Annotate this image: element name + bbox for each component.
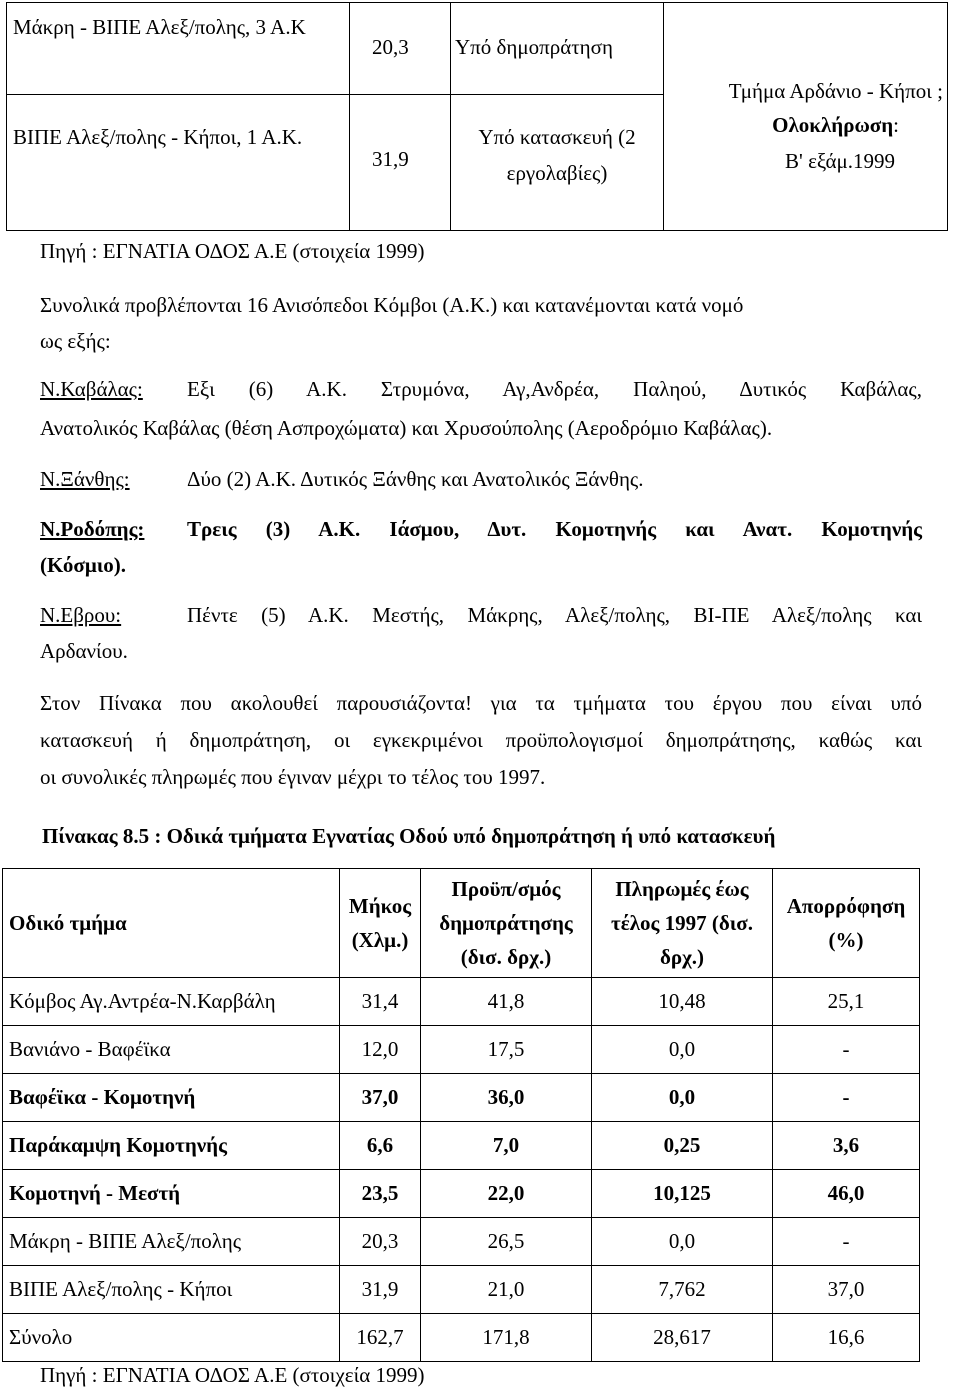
cell-payments: 0,0 [592, 1218, 773, 1266]
xanthi-text: Δύο (2) Α.Κ. Δυτικός Ξάνθης και Ανατολικός Ξάνθης. [187, 467, 644, 491]
cell-absorption: - [773, 1074, 920, 1122]
top-row2-note-line3: Β' εξάμ.1999 [785, 148, 895, 173]
data-table [2, 868, 920, 1362]
intro-line-2: ως εξής: [40, 329, 111, 353]
cell-payments: 28,617 [592, 1314, 773, 1362]
header-absorption: Απορρόφηση (%) [773, 869, 920, 978]
header-length: Μήκος (Χλμ.) [340, 869, 421, 978]
cell-budget: 26,5 [421, 1218, 592, 1266]
rodopi-text-1: Τρεις (3) Α.Κ. Ιάσμου, Δυτ. Κομοτηνής και Ανατ. Κομοτηνής [187, 517, 922, 541]
cell-payments: 0,25 [592, 1122, 773, 1170]
top-row2-status: Υπό κατασκευή (2 εργολαβίες) [478, 125, 636, 185]
table-header-row [3, 869, 920, 978]
paragraph-line-1: Στον Πίνακα που ακολουθεί παρουσιάζοντα! για τα τμήματα του έργου που είναι υπό [40, 691, 922, 715]
header-segment: Οδικό τμήμα [3, 869, 340, 978]
table-row [3, 978, 920, 1026]
cell-payments: 10,48 [592, 978, 773, 1026]
cell-segment: Βαφέϊκα - Κομοτηνή [3, 1074, 340, 1122]
top-row2-length: 31,9 [372, 147, 409, 171]
header-budget: Προϋπ/σμός δημοπράτησης (δισ. δρχ.) [421, 869, 592, 978]
cell-payments: 0,0 [592, 1026, 773, 1074]
cell-absorption: 37,0 [773, 1266, 920, 1314]
cell-absorption: 3,6 [773, 1122, 920, 1170]
cell-segment: Κομοτηνή - Μεστή [3, 1170, 340, 1218]
table-row [3, 1170, 920, 1218]
top-row2-note-line2: Ολοκλήρωση: [772, 112, 899, 137]
cell-budget: 41,8 [421, 978, 592, 1026]
table-row [3, 1074, 920, 1122]
cell-length: 23,5 [340, 1170, 421, 1218]
table-row [3, 1026, 920, 1074]
table-row [3, 1218, 920, 1266]
xanthi-label: Ν.Ξάνθης: [40, 467, 130, 491]
top-row1-segment: Μάκρη - ΒΙΠΕ Αλεξ/πολης, 3 Α.Κ [13, 15, 306, 39]
cell-payments: 0,0 [592, 1074, 773, 1122]
cell-length: 37,0 [340, 1074, 421, 1122]
table-title: Πίνακας 8.5 : Οδικά τμήματα Εγνατίας Οδού υπό δημοπράτηση ή υπό κατασκευή [42, 824, 776, 848]
table-row [3, 1266, 920, 1314]
cell-length: 6,6 [340, 1122, 421, 1170]
cell-segment: Κόμβος Αγ.Αντρέα-Ν.Καρβάλη [3, 978, 340, 1026]
source-note: Πηγή : ΕΓΝΑΤΙΑ ΟΔΟΣ Α.Ε (στοιχεία 1999) [40, 239, 425, 263]
evros-label: Ν.Εβρου: [40, 603, 122, 627]
cell-segment: Μάκρη - ΒΙΠΕ Αλεξ/πολης [3, 1218, 340, 1266]
top-row1-status: Υπό δημοπράτηση [455, 35, 613, 59]
cell-segment: Παράκαμψη Κομοτηνής [3, 1122, 340, 1170]
cell-budget: 22,0 [421, 1170, 592, 1218]
cell-payments: 10,125 [592, 1170, 773, 1218]
table-total-row [3, 1314, 920, 1362]
paragraph-line-2: κατασκευή ή δημοπράτηση, οι εγκεκριμένοι προϋπολογισμοί δημοπράτησης, καθώς και [40, 728, 922, 752]
cell-length: 12,0 [340, 1026, 421, 1074]
top-row2-note-line1: Τμήμα Αρδάνιο - Κήποι ; [728, 78, 943, 103]
cell-absorption: 46,0 [773, 1170, 920, 1218]
table-row [3, 1122, 920, 1170]
cell-absorption: 25,1 [773, 978, 920, 1026]
cell-length: 31,9 [340, 1266, 421, 1314]
kavala-text-2: Ανατολικός Καβάλας (θέση Ασπροχώματα) και Χρυσούπολης (Αεροδρόμιο Καβάλας). [40, 416, 773, 440]
cell-segment: Σύνολο [3, 1314, 340, 1362]
header-payments: Πληρωμές έως τέλος 1997 (δισ. δρχ.) [592, 869, 773, 978]
cell-segment: ΒΙΠΕ Αλεξ/πολης - Κήποι [3, 1266, 340, 1314]
cell-budget: 36,0 [421, 1074, 592, 1122]
cell-absorption: 16,6 [773, 1314, 920, 1362]
evros-text-1: Πέντε (5) Α.Κ. Μεστής, Μάκρης, Αλεξ/πολης, ΒΙ-ΠΕ Αλεξ/πολης και [187, 603, 922, 627]
rodopi-label: Ν.Ροδόπης: [40, 517, 145, 541]
cell-absorption: - [773, 1026, 920, 1074]
paragraph-line-3: οι συνολικές πληρωμές που έγιναν μέχρι το τέλος του 1997. [40, 765, 546, 789]
cell-length: 20,3 [340, 1218, 421, 1266]
cell-length: 162,7 [340, 1314, 421, 1362]
kavala-text-1: Εξι (6) Α.Κ. Στρυμόνα, Αγ,Ανδρέα, Παληού, Δυτικός Καβάλας, [187, 377, 922, 401]
top-row2-segment: ΒΙΠΕ Αλεξ/πολης - Κήποι, 1 Α.Κ. [13, 125, 303, 149]
top-row1-length: 20,3 [372, 35, 409, 59]
cell-budget: 7,0 [421, 1122, 592, 1170]
cell-budget: 21,0 [421, 1266, 592, 1314]
intro-line-1: Συνολικά προβλέπονται 16 Ανισόπεδοι Κόμβοι (Α.Κ.) και κατανέμονται κατά νομό [40, 293, 744, 317]
source-note-bottom: Πηγή : ΕΓΝΑΤΙΑ ΟΔΟΣ Α.Ε (στοιχεία 1999) [40, 1363, 425, 1387]
cell-payments: 7,762 [592, 1266, 773, 1314]
kavala-label: Ν.Καβάλας: [40, 377, 143, 401]
rodopi-text-2: (Κόσμιο). [40, 553, 127, 577]
evros-text-2: Αρδανίου. [40, 639, 128, 663]
cell-absorption: - [773, 1218, 920, 1266]
cell-segment: Βανιάνο - Βαφέϊκα [3, 1026, 340, 1074]
cell-length: 31,4 [340, 978, 421, 1026]
cell-budget: 17,5 [421, 1026, 592, 1074]
cell-budget: 171,8 [421, 1314, 592, 1362]
